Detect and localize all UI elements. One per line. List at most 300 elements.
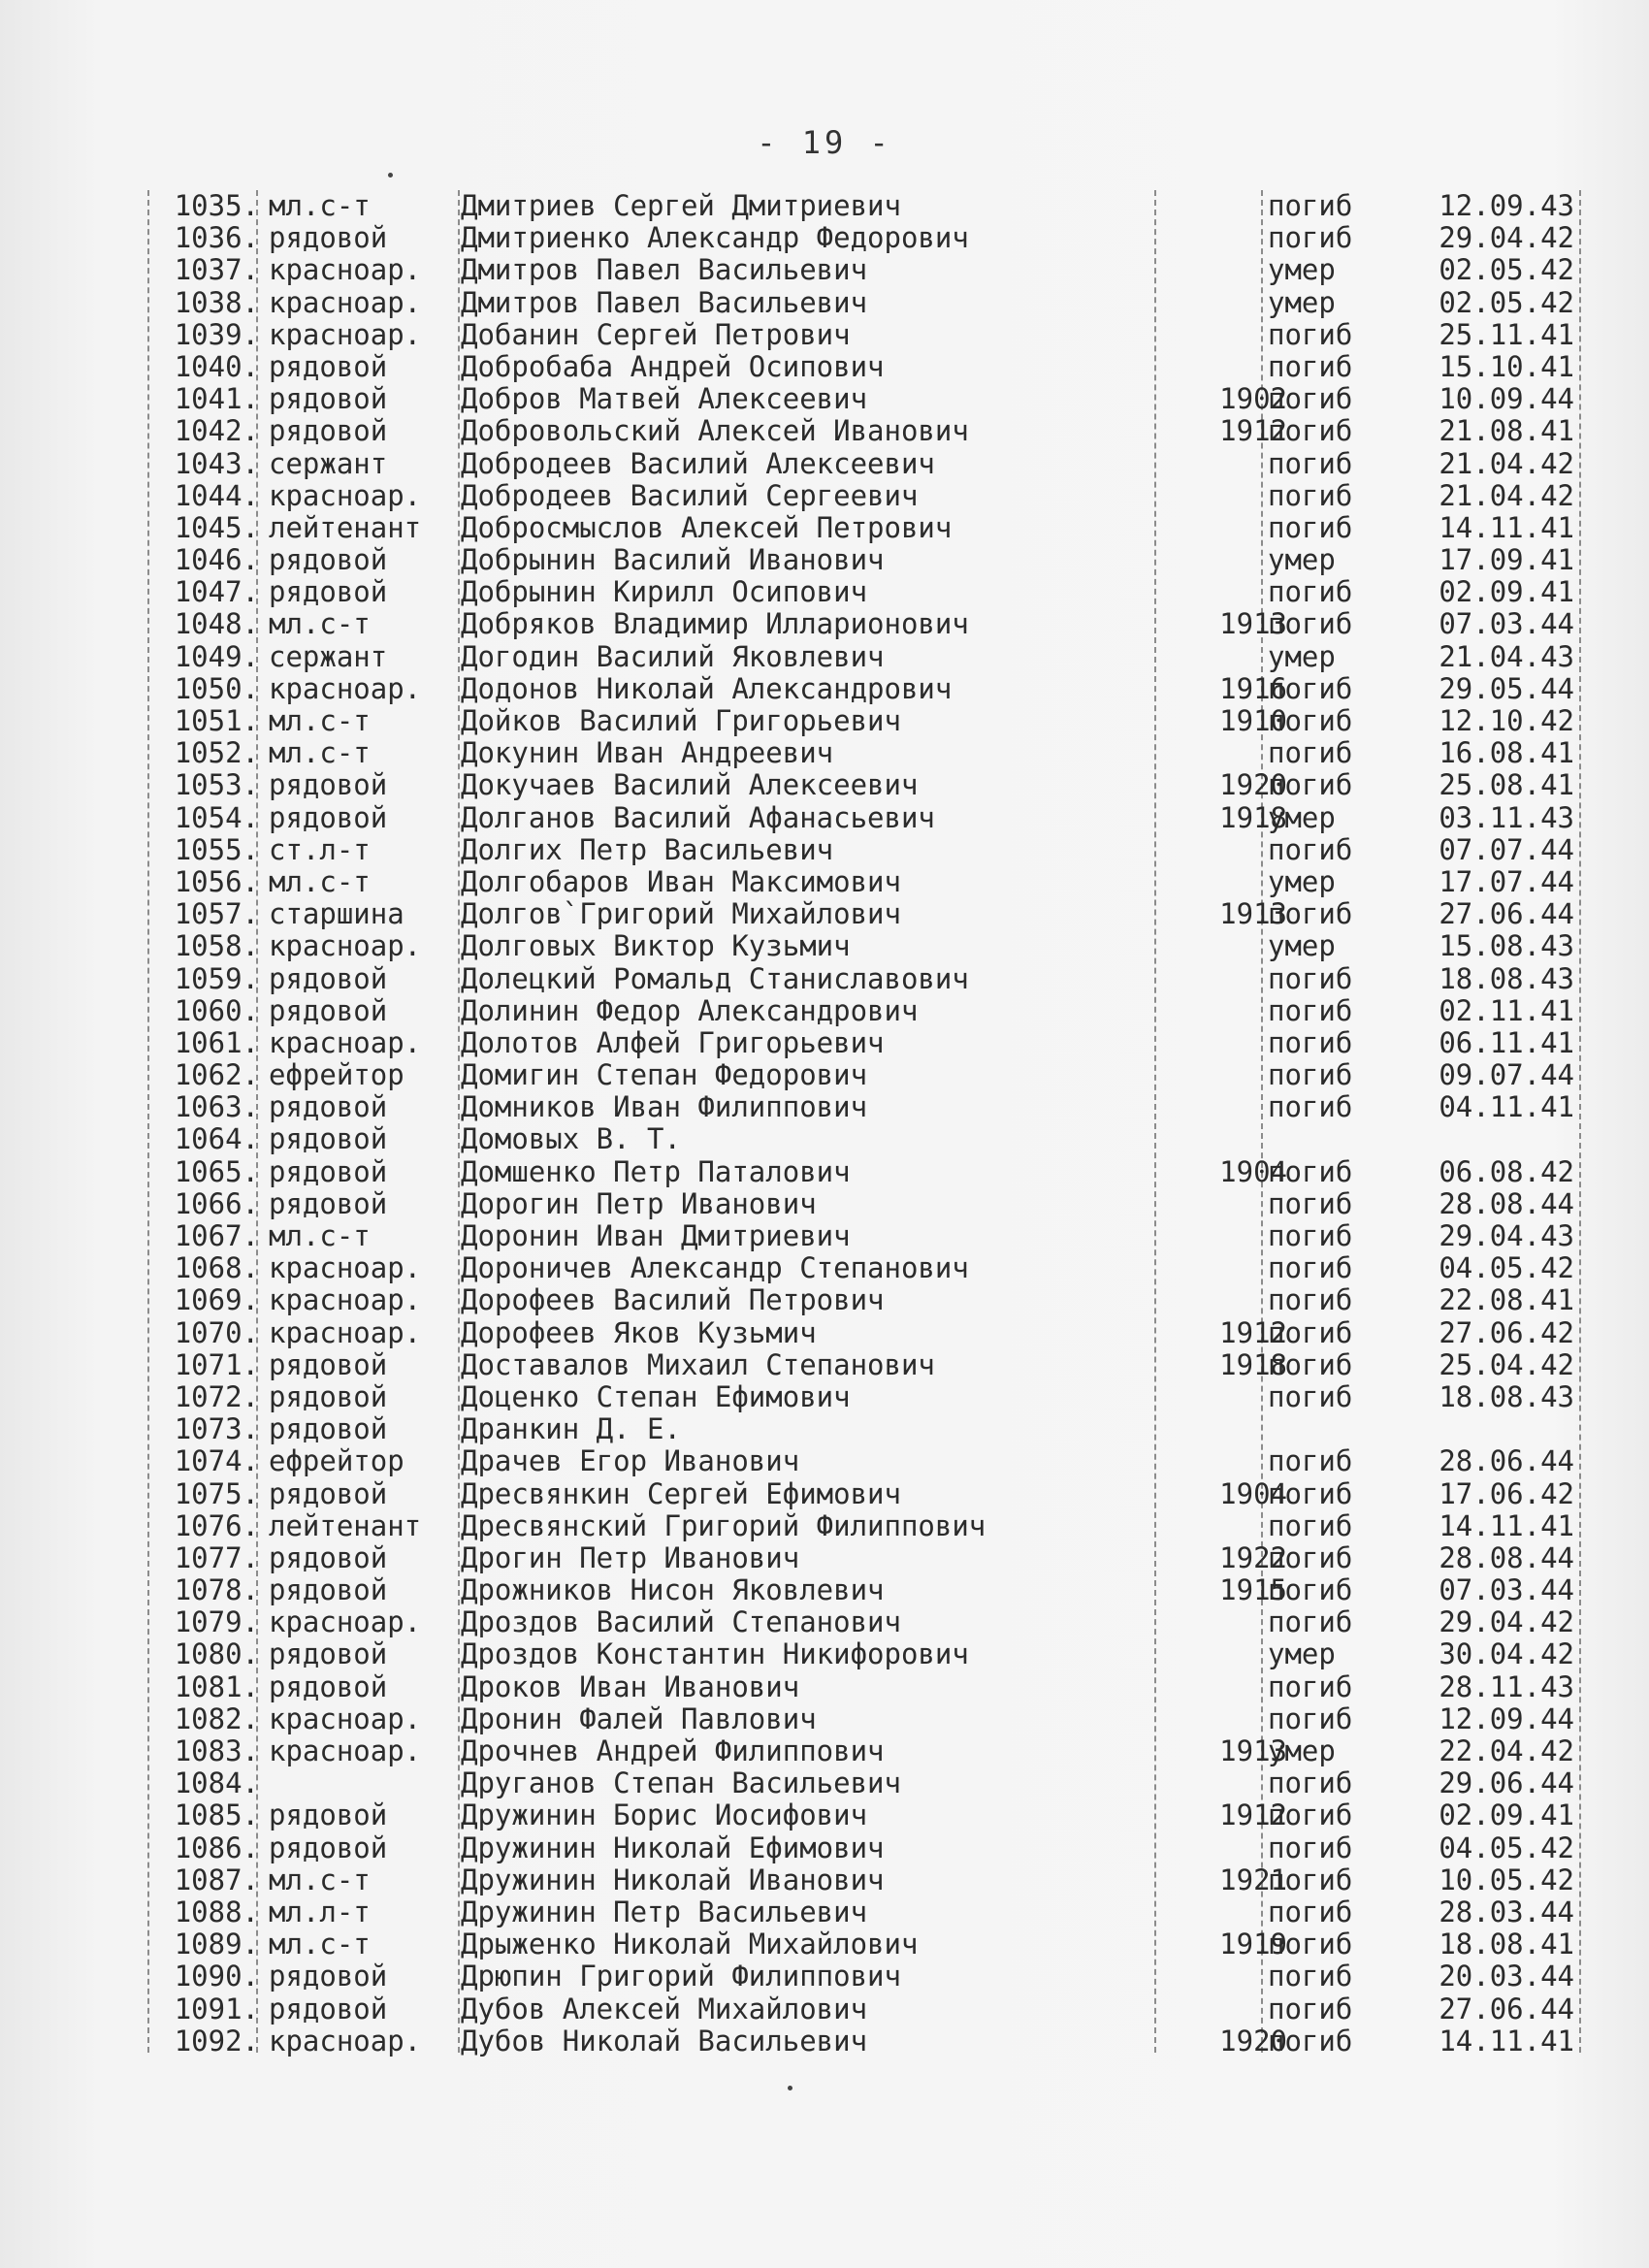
list-item (141, 1445, 1596, 1477)
entry-num: 1063. (174, 1090, 259, 1124)
list-item (141, 383, 1596, 415)
list-item (141, 1317, 1596, 1349)
entry-name: Дмитров Павел Васильевич (461, 285, 868, 319)
entry-status: погиб (1268, 575, 1353, 609)
entry-status: погиб (1268, 1154, 1353, 1188)
entry-rank: красноар. (269, 1251, 422, 1285)
entry-name: Долгов`Григорий Михайлович (461, 897, 901, 931)
entry-num: 1035. (174, 189, 259, 222)
entry-status: погиб (1268, 317, 1353, 351)
entry-name: Долецкий Ромальд Станиславович (461, 961, 969, 995)
entry-name: Долговых Виктор Кузьмич (461, 929, 851, 963)
entry-status: погиб (1268, 1090, 1353, 1124)
list-item (141, 1188, 1596, 1220)
list-item (141, 866, 1596, 898)
entry-rank: рядовой (269, 1540, 388, 1574)
entry-name: Долганов Василий Афанасьевич (461, 800, 935, 834)
entry-date: 04.11.41 (1439, 1090, 1574, 1124)
entry-date: 29.06.44 (1439, 1766, 1574, 1800)
entry-status: погиб (1268, 897, 1353, 931)
entry-rank: красноар. (269, 285, 422, 319)
entry-year: 1910 (1219, 704, 1287, 737)
entry-num: 1055. (174, 832, 259, 866)
list-item (141, 1123, 1596, 1155)
entry-status: погиб (1268, 1798, 1353, 1832)
entry-rank: красноар. (269, 253, 422, 287)
entry-num: 1061. (174, 1025, 259, 1059)
entry-rank: рядовой (269, 768, 388, 802)
entry-name: Дубов Алексей Михайлович (461, 1992, 868, 2025)
entry-status: погиб (1268, 1960, 1353, 1993)
entry-name: Домников Иван Филиппович (461, 1090, 868, 1124)
entry-name: Долотов Алфей Григорьевич (461, 1025, 885, 1059)
entry-rank: рядовой (269, 993, 388, 1027)
entry-num: 1091. (174, 1992, 259, 2025)
entry-status: погиб (1268, 1025, 1353, 1059)
entry-rank: рядовой (269, 961, 388, 995)
entry-num: 1044. (174, 478, 259, 512)
entry-date: 29.04.43 (1439, 1219, 1574, 1252)
entry-name: Дорофеев Яков Кузьмич (461, 1315, 817, 1349)
entry-date: 20.03.44 (1439, 1960, 1574, 1993)
entry-status: погиб (1268, 1928, 1353, 1961)
entry-name: Дмитриев Сергей Дмитриевич (461, 189, 901, 222)
entry-num: 1086. (174, 1831, 259, 1864)
entry-date: 28.08.44 (1439, 1540, 1574, 1574)
entry-date: 25.04.42 (1439, 1347, 1574, 1381)
entry-name: Дружинин Петр Васильевич (461, 1895, 868, 1928)
entry-date: 12.09.43 (1439, 189, 1574, 222)
entry-rank: рядовой (269, 1637, 388, 1671)
entry-date: 21.04.42 (1439, 478, 1574, 512)
entry-date: 21.08.41 (1439, 414, 1574, 448)
list-item (141, 1349, 1596, 1381)
entry-rank: рядовой (269, 221, 388, 255)
list-item (141, 1735, 1596, 1767)
entry-date: 15.08.43 (1439, 929, 1574, 963)
entry-year: 1904 (1219, 1476, 1287, 1510)
entry-date: 22.04.42 (1439, 1734, 1574, 1767)
list-item (141, 802, 1596, 834)
entry-name: Долинин Федор Александрович (461, 993, 919, 1027)
entry-num: 1074. (174, 1444, 259, 1478)
entry-rank: рядовой (269, 1669, 388, 1703)
entry-rank: мл.с-т (269, 864, 371, 898)
entry-status: умер (1268, 543, 1336, 577)
entry-name: Добродеев Василий Алексеевич (461, 446, 935, 480)
entry-date: 30.04.42 (1439, 1637, 1574, 1671)
entry-num: 1051. (174, 704, 259, 737)
entry-date: 10.09.44 (1439, 382, 1574, 416)
entry-num: 1040. (174, 349, 259, 383)
entry-name: Домовых В. Т. (461, 1122, 681, 1156)
entry-date: 02.09.41 (1439, 575, 1574, 609)
entry-name: Дрюпин Григорий Филиппович (461, 1960, 901, 1993)
entry-status: погиб (1268, 704, 1353, 737)
entry-num: 1087. (174, 1863, 259, 1896)
entry-num: 1073. (174, 1412, 259, 1446)
entry-rank: рядовой (269, 1476, 388, 1510)
entry-status: погиб (1268, 768, 1353, 802)
list-item (141, 544, 1596, 576)
entry-status: погиб (1268, 510, 1353, 544)
entry-status: умер (1268, 1637, 1336, 1671)
entry-status: умер (1268, 864, 1336, 898)
entry-rank: мл.с-т (269, 607, 371, 641)
list-item (141, 1606, 1596, 1638)
entry-date: 12.09.44 (1439, 1701, 1574, 1735)
entry-name: Добанин Сергей Петрович (461, 317, 851, 351)
entry-num: 1047. (174, 575, 259, 609)
entry-name: Добров Матвей Алексеевич (461, 382, 868, 416)
list-item (141, 1091, 1596, 1123)
entry-num: 1071. (174, 1347, 259, 1381)
list-item (141, 1864, 1596, 1896)
entry-num: 1057. (174, 897, 259, 931)
entry-name: Дорогин Петр Иванович (461, 1186, 817, 1220)
entry-name: Дресвянкин Сергей Ефимович (461, 1476, 901, 1510)
entry-num: 1059. (174, 961, 259, 995)
entry-name: Дружинин Николай Иванович (461, 1863, 885, 1896)
entry-date: 06.11.41 (1439, 1025, 1574, 1059)
entry-name: Дроков Иван Иванович (461, 1669, 800, 1703)
entry-rank: рядовой (269, 1154, 388, 1188)
entry-rank: рядовой (269, 414, 388, 448)
entry-year: 1904 (1219, 1154, 1287, 1188)
entry-num: 1039. (174, 317, 259, 351)
list-item (141, 1671, 1596, 1703)
entry-year: 1913 (1219, 1734, 1287, 1767)
list-item (141, 1027, 1596, 1059)
list-item (141, 1381, 1596, 1413)
entry-status: погиб (1268, 414, 1353, 448)
entry-date: 07.03.44 (1439, 607, 1574, 641)
entry-date: 27.06.44 (1439, 1992, 1574, 2025)
list-item (141, 287, 1596, 319)
entry-rank: мл.л-т (269, 1895, 371, 1928)
list-item (141, 1284, 1596, 1316)
entry-rank: рядовой (269, 1831, 388, 1864)
entry-year: 1915 (1219, 1573, 1287, 1607)
entry-date: 29.05.44 (1439, 671, 1574, 705)
list-item (141, 834, 1596, 866)
entry-name: Дубов Николай Васильевич (461, 2024, 868, 2057)
entry-date: 27.06.42 (1439, 1315, 1574, 1349)
entry-status: погиб (1268, 1895, 1353, 1928)
entry-rank: рядовой (269, 1379, 388, 1413)
entry-rank: лейтенант (269, 1508, 422, 1542)
entry-num: 1064. (174, 1122, 259, 1156)
entry-date: 07.03.44 (1439, 1573, 1574, 1607)
entry-date: 28.08.44 (1439, 1186, 1574, 1220)
list-item (141, 705, 1596, 737)
entry-year: 1912 (1219, 1315, 1287, 1349)
list-item (141, 1638, 1596, 1670)
entry-rank: красноар. (269, 317, 422, 351)
entry-date: 15.10.41 (1439, 349, 1574, 383)
entry-date: 18.08.43 (1439, 1379, 1574, 1413)
entry-status: умер (1268, 1734, 1336, 1767)
entry-date: 02.05.42 (1439, 285, 1574, 319)
entry-num: 1068. (174, 1251, 259, 1285)
entry-date: 16.08.41 (1439, 736, 1574, 770)
list-item (141, 576, 1596, 608)
list-item (141, 1703, 1596, 1735)
entry-num: 1081. (174, 1669, 259, 1703)
entry-name: Дрочнев Андрей Филиппович (461, 1734, 885, 1767)
entry-date: 28.03.44 (1439, 1895, 1574, 1928)
entry-num: 1069. (174, 1283, 259, 1317)
entry-date: 04.05.42 (1439, 1251, 1574, 1285)
entry-name: Добряков Владимир Илларионович (461, 607, 969, 641)
entry-name: Докучаев Василий Алексеевич (461, 768, 919, 802)
entry-date: 02.11.41 (1439, 993, 1574, 1027)
list-item (141, 1413, 1596, 1445)
entry-rank: сержант (269, 446, 388, 480)
entry-year: 1920 (1219, 768, 1287, 802)
entry-name: Добрынин Кирилл Осипович (461, 575, 868, 609)
entry-date: 22.08.41 (1439, 1283, 1574, 1317)
entry-year: 1913 (1219, 897, 1287, 931)
entry-rank: рядовой (269, 1573, 388, 1607)
entry-status: погиб (1268, 1283, 1353, 1317)
entry-year: 1922 (1219, 1540, 1287, 1574)
entry-rank: рядовой (269, 1090, 388, 1124)
list-item (141, 1156, 1596, 1188)
list-item (141, 222, 1596, 254)
entry-date: 04.05.42 (1439, 1831, 1574, 1864)
entry-status: погиб (1268, 1476, 1353, 1510)
entry-date: 03.11.43 (1439, 800, 1574, 834)
entry-rank: рядовой (269, 382, 388, 416)
list-item (141, 1799, 1596, 1831)
entry-year: 1920 (1219, 2024, 1287, 2057)
entry-rank: мл.с-т (269, 189, 371, 222)
entry-status: погиб (1268, 446, 1353, 480)
list-item (141, 1896, 1596, 1928)
entry-rank: красноар. (269, 1734, 422, 1767)
entry-num: 1078. (174, 1573, 259, 1607)
entry-status: погиб (1268, 189, 1353, 222)
entry-status: погиб (1268, 961, 1353, 995)
entry-status: погиб (1268, 1540, 1353, 1574)
list-item (141, 1574, 1596, 1606)
entry-name: Дранкин Д. Е. (461, 1412, 681, 1446)
entry-year: 1913 (1219, 607, 1287, 641)
entry-date: 12.10.42 (1439, 704, 1574, 737)
entry-date: 09.07.44 (1439, 1058, 1574, 1092)
entry-year: 1902 (1219, 382, 1287, 416)
list-item (141, 2025, 1596, 2057)
entry-year: 1921 (1219, 1863, 1287, 1896)
entry-status: погиб (1268, 1058, 1353, 1092)
entry-rank: мл.с-т (269, 704, 371, 737)
entry-date: 29.04.42 (1439, 221, 1574, 255)
list-item (141, 1767, 1596, 1799)
entry-status: погиб (1268, 2024, 1353, 2057)
list-item (141, 963, 1596, 995)
entry-num: 1062. (174, 1058, 259, 1092)
list-item (141, 1542, 1596, 1574)
entry-name: Добродеев Василий Сергеевич (461, 478, 919, 512)
list-item (141, 995, 1596, 1027)
entry-status: погиб (1268, 1508, 1353, 1542)
entry-date: 10.05.42 (1439, 1863, 1574, 1896)
entry-name: Добрынин Василий Иванович (461, 543, 885, 577)
entry-num: 1056. (174, 864, 259, 898)
entry-rank: ст.л-т (269, 832, 371, 866)
entry-num: 1089. (174, 1928, 259, 1961)
entry-rank: мл.с-т (269, 1219, 371, 1252)
entry-year: 1918 (1219, 800, 1287, 834)
entry-rank: рядовой (269, 1186, 388, 1220)
entry-name: Долгих Петр Васильевич (461, 832, 834, 866)
entry-name: Домшенко Петр Паталович (461, 1154, 851, 1188)
entry-num: 1065. (174, 1154, 259, 1188)
list-item (141, 1510, 1596, 1542)
entry-rank: мл.с-т (269, 1928, 371, 1961)
entry-date: 02.05.42 (1439, 253, 1574, 287)
entry-rank: красноар. (269, 671, 422, 705)
entry-num: 1077. (174, 1540, 259, 1574)
entry-year: 1918 (1219, 1347, 1287, 1381)
entry-name: Домигин Степан Федорович (461, 1058, 868, 1092)
entry-status: погиб (1268, 736, 1353, 770)
entry-rank: рядовой (269, 1412, 388, 1446)
entry-rank: ефрейтор (269, 1444, 404, 1478)
entry-status: погиб (1268, 1992, 1353, 2025)
entry-status: умер (1268, 800, 1336, 834)
entry-name: Докунин Иван Андреевич (461, 736, 834, 770)
entry-rank: красноар. (269, 2024, 422, 2057)
entry-date: 28.06.44 (1439, 1444, 1574, 1478)
entry-num: 1043. (174, 446, 259, 480)
entry-name: Дружинин Николай Ефимович (461, 1831, 885, 1864)
entry-status: погиб (1268, 349, 1353, 383)
entry-status: умер (1268, 285, 1336, 319)
entry-name: Дмитров Павел Васильевич (461, 253, 868, 287)
list-item (141, 254, 1596, 286)
list-item (141, 1478, 1596, 1510)
list-item (141, 673, 1596, 705)
entry-status: умер (1268, 929, 1336, 963)
entry-num: 1066. (174, 1186, 259, 1220)
entry-num: 1085. (174, 1798, 259, 1832)
entry-status: погиб (1268, 1315, 1353, 1349)
list-item (141, 1928, 1596, 1960)
entry-num: 1067. (174, 1219, 259, 1252)
entry-num: 1070. (174, 1315, 259, 1349)
entry-name: Добровольский Алексей Иванович (461, 414, 969, 448)
entry-num: 1048. (174, 607, 259, 641)
entry-name: Дронин Фалей Павлович (461, 1701, 817, 1735)
list-item (141, 480, 1596, 512)
entry-name: Дрыженко Николай Михайлович (461, 1928, 919, 1961)
entry-num: 1075. (174, 1476, 259, 1510)
entry-year: 1912 (1219, 414, 1287, 448)
page-number: - 19 - (757, 124, 892, 161)
entry-num: 1090. (174, 1960, 259, 1993)
entry-name: Додонов Николай Александрович (461, 671, 953, 705)
entry-rank: ефрейтор (269, 1058, 404, 1092)
entry-status: погиб (1268, 1573, 1353, 1607)
entry-num: 1049. (174, 639, 259, 673)
list-item (141, 415, 1596, 447)
entry-name: Дойков Василий Григорьевич (461, 704, 901, 737)
entry-status: погиб (1268, 832, 1353, 866)
entry-num: 1079. (174, 1605, 259, 1639)
entry-num: 1046. (174, 543, 259, 577)
casualty-list (141, 190, 1596, 2057)
entry-name: Долгобаров Иван Максимович (461, 864, 901, 898)
entry-num: 1053. (174, 768, 259, 802)
entry-rank: красноар. (269, 1701, 422, 1735)
entry-num: 1037. (174, 253, 259, 287)
entry-num: 1036. (174, 221, 259, 255)
entry-status: погиб (1268, 1669, 1353, 1703)
entry-date: 18.08.43 (1439, 961, 1574, 995)
list-item (141, 1220, 1596, 1252)
scan-speck (788, 2086, 792, 2090)
entry-status: погиб (1268, 607, 1353, 641)
list-item (141, 1993, 1596, 2025)
entry-name: Дрожников Нисон Яковлевич (461, 1573, 885, 1607)
entry-status: погиб (1268, 1347, 1353, 1381)
scan-speck (388, 173, 393, 178)
entry-num: 1041. (174, 382, 259, 416)
entry-num: 1045. (174, 510, 259, 544)
entry-status: погиб (1268, 1219, 1353, 1252)
entry-rank: рядовой (269, 1347, 388, 1381)
entry-rank: рядовой (269, 1122, 388, 1156)
list-item (141, 448, 1596, 480)
entry-num: 1082. (174, 1701, 259, 1735)
entry-num: 1072. (174, 1379, 259, 1413)
entry-date: 17.07.44 (1439, 864, 1574, 898)
entry-year: 1916 (1219, 671, 1287, 705)
entry-status: погиб (1268, 1186, 1353, 1220)
entry-name: Дороничев Александр Степанович (461, 1251, 969, 1285)
entry-status: погиб (1268, 1831, 1353, 1864)
entry-year: 1919 (1219, 1928, 1287, 1961)
entry-rank: рядовой (269, 349, 388, 383)
entry-num: 1092. (174, 2024, 259, 2057)
entry-rank: красноар. (269, 929, 422, 963)
entry-rank: рядовой (269, 543, 388, 577)
entry-rank: красноар. (269, 1283, 422, 1317)
list-item (141, 930, 1596, 962)
entry-date: 14.11.41 (1439, 2024, 1574, 2057)
list-item (141, 641, 1596, 673)
list-item (141, 351, 1596, 383)
list-item (141, 1059, 1596, 1091)
entry-name: Доставалов Михаил Степанович (461, 1347, 935, 1381)
entry-name: Друганов Степан Васильевич (461, 1766, 901, 1800)
entry-date: 27.06.44 (1439, 897, 1574, 931)
entry-status: умер (1268, 253, 1336, 287)
entry-date: 18.08.41 (1439, 1928, 1574, 1961)
entry-status: погиб (1268, 993, 1353, 1027)
entry-rank: красноар. (269, 1605, 422, 1639)
entry-status: погиб (1268, 221, 1353, 255)
entry-name: Дроздов Василий Степанович (461, 1605, 901, 1639)
entry-date: 02.09.41 (1439, 1798, 1574, 1832)
entry-date: 06.08.42 (1439, 1154, 1574, 1188)
entry-num: 1088. (174, 1895, 259, 1928)
entry-rank: мл.с-т (269, 1863, 371, 1896)
entry-year: 1912 (1219, 1798, 1287, 1832)
entry-name: Доценко Степан Ефимович (461, 1379, 851, 1413)
